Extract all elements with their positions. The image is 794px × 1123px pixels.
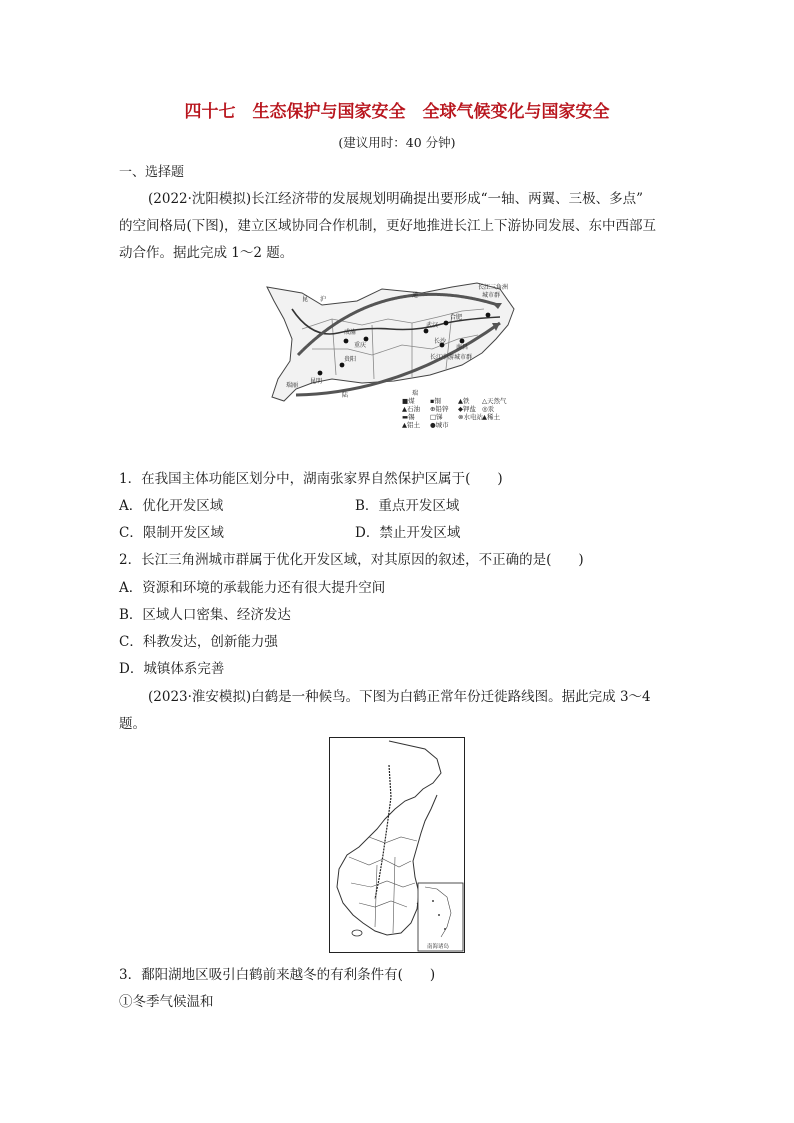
map-label-kunming: 昆明 bbox=[310, 378, 323, 385]
map-label-chongqing: 重庆 bbox=[354, 342, 367, 349]
map-label-ruili: 瑞丽 bbox=[286, 382, 299, 389]
legend-item: ▬锡 bbox=[402, 413, 415, 421]
map-label-hefei: 合肥 bbox=[450, 314, 463, 321]
question-1-option-b[interactable]: B．重点开发区域 bbox=[355, 498, 460, 514]
question-2-option-d[interactable]: D．城镇体系完善 bbox=[119, 661, 225, 677]
legend-item: ⊗水电站 bbox=[458, 413, 483, 421]
legend-item: ⊕铅锌 bbox=[430, 405, 449, 413]
map-label-north: 昆 bbox=[302, 296, 309, 303]
map-label-rui: 瑞 bbox=[412, 390, 419, 397]
legend-item: ▲铝土 bbox=[402, 421, 420, 429]
inset-label: 南海诸岛 bbox=[427, 944, 450, 950]
map-label-lu: 陆 bbox=[342, 392, 349, 399]
legend-item: ◆钾盐 bbox=[458, 405, 476, 413]
page-subtitle: (建议用时：40 分钟) bbox=[338, 135, 456, 150]
map-label-guiyang: 贵阳 bbox=[344, 356, 357, 363]
passage-2-line-2: 题。 bbox=[119, 716, 146, 732]
map-label-changsha: 长沙 bbox=[434, 338, 447, 345]
passage-1-line-3: 动合作。据此完成 1～2 题。 bbox=[119, 245, 294, 261]
map-label-tong: 通 bbox=[412, 292, 419, 299]
section-heading: 一、选择题 bbox=[119, 165, 185, 180]
legend-item: ▲铁 bbox=[458, 397, 470, 405]
map-label-nanchang: 南昌 bbox=[456, 344, 469, 351]
question-2-option-c[interactable]: C．科教发达，创新能力强 bbox=[119, 634, 278, 650]
map-label-wuhan: 武汉 bbox=[426, 322, 439, 329]
legend-item: ▲稀土 bbox=[482, 413, 500, 421]
question-2-option-b[interactable]: B．区域人口密集、经济发达 bbox=[119, 607, 291, 623]
passage-2-line-1: (2023·淮安模拟)白鹤是一种候鸟。下图为白鹤正常年份迁徙路线图。据此完成 3～4 bbox=[148, 689, 651, 705]
legend-item: ▲石油 bbox=[402, 405, 420, 413]
map-label-hu: 沪 bbox=[320, 296, 327, 303]
question-3-option-1[interactable]: ①冬季气候温和 bbox=[119, 994, 214, 1010]
question-2-option-a[interactable]: A．资源和环境的承载能力还有很大提升空间 bbox=[119, 580, 386, 596]
map-label-chengyu: 成渝 bbox=[344, 329, 357, 336]
map-label-middle: 长江中游城市群 bbox=[430, 354, 473, 361]
passage-1-line-1: (2022·沈阳模拟)长江经济带的发展规划明确提出要形成“一轴、两翼、三极、多点” bbox=[148, 191, 643, 207]
legend-item: ■煤 bbox=[402, 397, 415, 405]
question-1-stem: 1．在我国主体功能区划分中，湖南张家界自然保护区属于( ) bbox=[119, 471, 503, 487]
crane-migration-map bbox=[329, 737, 465, 953]
question-1-option-d[interactable]: D．禁止开发区域 bbox=[355, 525, 461, 541]
map-label-delta2: 城市群 bbox=[482, 292, 501, 299]
question-1-option-a[interactable]: A．优化开发区域 bbox=[119, 498, 224, 514]
question-3-stem: 3．鄱阳湖地区吸引白鹤前来越冬的有利条件有( ) bbox=[119, 967, 436, 983]
yangtze-economic-belt-map bbox=[262, 279, 520, 429]
map-label-delta: 长江三角洲 bbox=[478, 284, 509, 291]
question-1-option-c[interactable]: C．限制开发区域 bbox=[119, 525, 224, 541]
legend-item: △天然气 bbox=[482, 397, 507, 405]
legend-item: ●城市 bbox=[430, 421, 449, 429]
legend-item: ▪铜 bbox=[430, 397, 441, 405]
question-2-stem: 2．长江三角洲城市群属于优化开发区域，对其原因的叙述，不正确的是( ) bbox=[119, 552, 584, 568]
legend-item: □锑 bbox=[430, 413, 443, 421]
passage-1-line-2: 的空间格局(下图)，建立区域协同合作机制，更好地推进长江上下游协同发展、东中西部互 bbox=[119, 218, 657, 234]
page-title: 四十七 生态保护与国家安全 全球气候变化与国家安全 bbox=[184, 102, 610, 122]
legend-item: ◎汞 bbox=[482, 405, 495, 413]
